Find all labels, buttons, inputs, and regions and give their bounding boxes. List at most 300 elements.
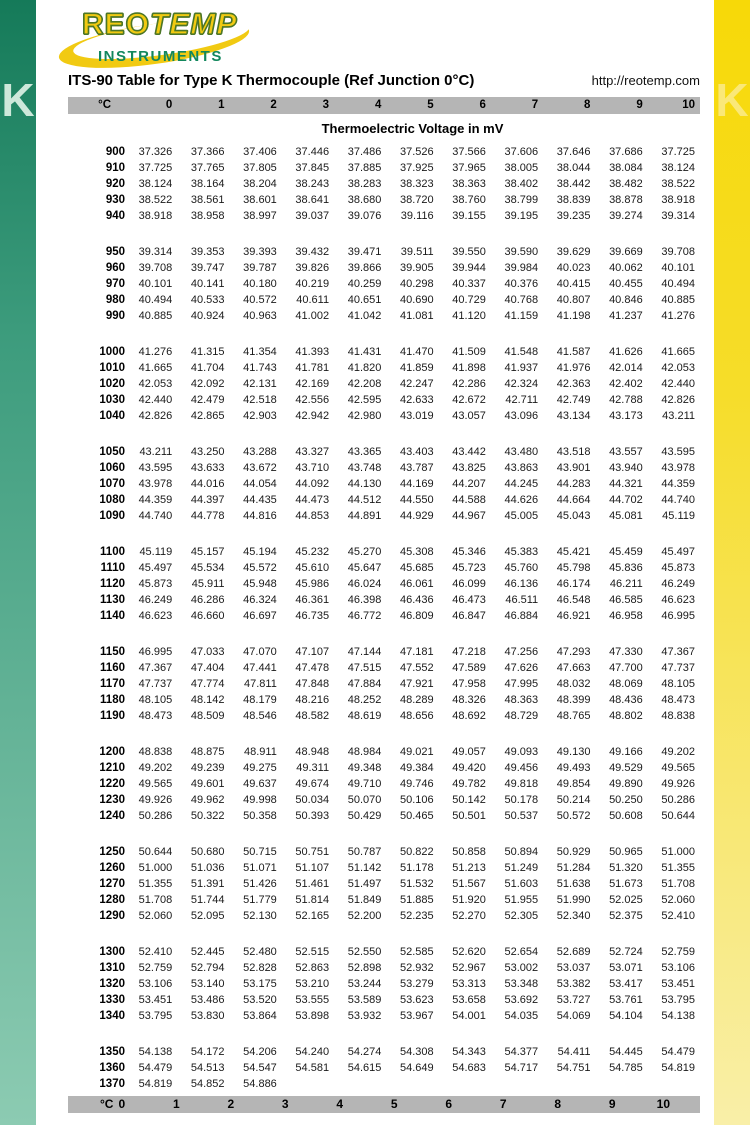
voltage-cell: 44.740 <box>661 494 695 506</box>
voltage-cell: 43.595 <box>661 446 695 458</box>
voltage-cell: 42.053 <box>661 362 695 374</box>
voltage-cell: 44.702 <box>609 494 643 506</box>
col-header: 5 <box>427 99 434 111</box>
voltage-cell: 41.859 <box>399 362 434 374</box>
voltage-cell: 42.556 <box>295 394 330 406</box>
voltage-cell: 52.480 <box>243 946 277 958</box>
voltage-cell: 54.751 <box>556 1062 591 1074</box>
voltage-cell: 54.308 <box>399 1046 434 1058</box>
voltage-cell: 45.572 <box>243 562 277 574</box>
table-row <box>68 608 700 624</box>
voltage-cell: 38.204 <box>243 178 277 190</box>
voltage-cell: 37.406 <box>243 146 277 158</box>
voltage-cell: 49.202 <box>138 762 173 774</box>
voltage-cell: 42.749 <box>556 394 591 406</box>
voltage-cell: 45.497 <box>661 546 695 558</box>
voltage-cell: 47.367 <box>661 646 695 658</box>
voltage-cell: 40.062 <box>609 262 643 274</box>
voltage-cell: 53.348 <box>504 978 539 990</box>
temperature-cell: 1020 <box>99 378 125 390</box>
table-row <box>68 844 700 860</box>
temperature-cell: 1280 <box>99 894 125 906</box>
row-group <box>68 244 700 324</box>
voltage-cell: 51.320 <box>609 862 643 874</box>
voltage-cell: 38.442 <box>556 178 591 190</box>
temperature-cell: 1290 <box>99 910 125 922</box>
voltage-cell: 38.601 <box>243 194 277 206</box>
voltage-cell: 42.363 <box>556 378 591 390</box>
voltage-cell: 49.565 <box>661 762 695 774</box>
table-row <box>68 476 700 492</box>
voltage-cell: 49.637 <box>243 778 277 790</box>
voltage-cell: 46.921 <box>556 610 591 622</box>
voltage-cell: 48.546 <box>243 710 277 722</box>
voltage-cell: 47.552 <box>399 662 434 674</box>
table-footer-bar <box>68 1096 700 1113</box>
voltage-cell: 47.774 <box>190 678 225 690</box>
voltage-cell: 41.431 <box>347 346 382 358</box>
voltage-cell: 51.708 <box>138 894 173 906</box>
voltage-cell: 46.249 <box>661 578 695 590</box>
voltage-cell: 42.826 <box>661 394 695 406</box>
table-row <box>68 276 700 292</box>
voltage-cell: 43.211 <box>139 446 173 458</box>
voltage-cell: 54.683 <box>452 1062 486 1074</box>
table-row <box>68 708 700 724</box>
voltage-cell: 51.532 <box>399 878 434 890</box>
voltage-cell: 45.081 <box>609 510 643 522</box>
voltage-cell: 50.929 <box>556 846 591 858</box>
voltage-cell: 50.429 <box>347 810 382 822</box>
voltage-cell: 48.252 <box>347 694 382 706</box>
voltage-cell: 50.822 <box>399 846 434 858</box>
voltage-cell: 53.727 <box>556 994 591 1006</box>
row-group <box>68 744 700 824</box>
voltage-cell: 43.327 <box>295 446 330 458</box>
voltage-cell: 46.099 <box>452 578 486 590</box>
voltage-cell: 51.920 <box>452 894 486 906</box>
voltage-cell: 53.071 <box>609 962 643 974</box>
voltage-cell: 45.986 <box>295 578 330 590</box>
voltage-cell: 51.000 <box>661 846 695 858</box>
voltage-cell: 44.321 <box>609 478 643 490</box>
voltage-cell: 37.686 <box>609 146 643 158</box>
voltage-cell: 45.119 <box>662 510 695 522</box>
voltage-cell: 48.105 <box>138 694 173 706</box>
row-group <box>68 444 700 524</box>
voltage-cell: 43.787 <box>399 462 434 474</box>
voltage-cell: 40.337 <box>452 278 486 290</box>
voltage-cell: 47.293 <box>556 646 591 658</box>
voltage-cell: 49.166 <box>609 746 643 758</box>
voltage-cell: 43.250 <box>190 446 225 458</box>
voltage-cell: 54.717 <box>504 1062 539 1074</box>
voltage-cell: 45.685 <box>399 562 434 574</box>
voltage-cell: 44.359 <box>661 478 695 490</box>
temperature-cell: 1080 <box>99 494 125 506</box>
voltage-cell: 40.219 <box>295 278 330 290</box>
voltage-cell: 54.479 <box>138 1062 173 1074</box>
voltage-cell: 37.845 <box>295 162 330 174</box>
voltage-cell: 51.814 <box>295 894 330 906</box>
thermocouple-table <box>68 97 700 1113</box>
voltage-cell: 37.765 <box>190 162 225 174</box>
voltage-cell: 43.365 <box>347 446 382 458</box>
voltage-cell: 51.142 <box>347 862 382 874</box>
table-row <box>68 1076 700 1092</box>
voltage-cell: 41.626 <box>609 346 643 358</box>
voltage-cell: 39.905 <box>399 262 434 274</box>
unit-header: °C <box>98 99 111 111</box>
voltage-cell: 38.363 <box>452 178 486 190</box>
voltage-cell: 54.411 <box>557 1046 591 1058</box>
voltage-cell: 48.838 <box>138 746 173 758</box>
footer-col-label: 5 <box>390 1097 398 1111</box>
table-row <box>68 860 700 876</box>
voltage-cell: 52.130 <box>243 910 277 922</box>
voltage-cell: 47.811 <box>243 678 277 690</box>
voltage-cell: 53.658 <box>452 994 486 1006</box>
voltage-cell: 40.963 <box>243 310 277 322</box>
voltage-cell: 37.606 <box>504 146 539 158</box>
table-row <box>68 508 700 524</box>
voltage-cell <box>543 1076 595 1092</box>
voltage-cell: 46.174 <box>556 578 591 590</box>
voltage-cell: 45.873 <box>138 578 173 590</box>
voltage-cell: 45.647 <box>347 562 382 574</box>
right-gradient-bar <box>714 0 750 1125</box>
temperature-cell: 1340 <box>99 1010 125 1022</box>
voltage-cell: 54.479 <box>661 1046 695 1058</box>
voltage-cell: 47.441 <box>243 662 277 674</box>
row-group <box>68 144 700 224</box>
voltage-cell: 48.948 <box>295 746 330 758</box>
voltage-cell: 38.680 <box>347 194 382 206</box>
voltage-cell: 54.138 <box>138 1046 173 1058</box>
voltage-cell <box>491 1076 543 1092</box>
voltage-cell: 38.124 <box>138 178 173 190</box>
voltage-cell: 45.270 <box>347 546 382 558</box>
row-group <box>68 644 700 724</box>
voltage-cell: 47.848 <box>295 678 330 690</box>
voltage-cell: 43.557 <box>609 446 643 458</box>
voltage-cell: 48.436 <box>609 694 643 706</box>
voltage-cell: 54.172 <box>190 1046 225 1058</box>
table-row <box>68 776 700 792</box>
voltage-cell: 46.286 <box>190 594 225 606</box>
footer-col-label: 2 <box>227 1097 235 1111</box>
voltage-cell: 46.995 <box>661 610 695 622</box>
voltage-cell: 42.518 <box>243 394 277 406</box>
logo-text-reo: REO <box>82 8 151 41</box>
temperature-cell: 1030 <box>99 394 125 406</box>
voltage-cell: 43.595 <box>138 462 173 474</box>
voltage-cell: 45.157 <box>190 546 225 558</box>
voltage-cell: 49.854 <box>556 778 591 790</box>
temperature-cell: 1150 <box>100 646 125 658</box>
table-row <box>68 244 700 260</box>
voltage-cell: 44.588 <box>452 494 486 506</box>
table-row <box>68 144 700 160</box>
voltage-cell: 42.788 <box>609 394 643 406</box>
temperature-cell: 1310 <box>99 962 125 974</box>
voltage-cell: 47.958 <box>452 678 486 690</box>
voltage-cell: 43.096 <box>504 410 539 422</box>
voltage-cell: 45.948 <box>243 578 277 590</box>
temperature-cell: 970 <box>105 278 125 290</box>
voltage-cell: 52.410 <box>138 946 173 958</box>
table-row <box>68 792 700 808</box>
table-row <box>68 892 700 908</box>
voltage-cell: 42.980 <box>347 410 382 422</box>
voltage-cell: 46.398 <box>347 594 382 606</box>
voltage-cell: 52.585 <box>399 946 434 958</box>
voltage-cell: 53.795 <box>661 994 695 1006</box>
footer-col-label: 10 <box>656 1097 670 1111</box>
voltage-cell: 38.760 <box>452 194 486 206</box>
voltage-cell: 47.700 <box>609 662 643 674</box>
voltage-cell: 46.995 <box>138 646 173 658</box>
voltage-cell: 50.501 <box>452 810 486 822</box>
voltage-cell: 38.283 <box>347 178 382 190</box>
voltage-cell <box>439 1076 491 1092</box>
voltage-cell: 44.473 <box>295 494 330 506</box>
voltage-cell: 43.057 <box>452 410 486 422</box>
voltage-cell: 41.587 <box>556 346 591 358</box>
voltage-cell: 53.037 <box>556 962 591 974</box>
voltage-cell: 40.101 <box>661 262 695 274</box>
logo-instruments-label: INSTRUMENTS <box>98 48 223 65</box>
temperature-cell: 1360 <box>99 1062 125 1074</box>
voltage-cell: 40.885 <box>138 310 173 322</box>
voltage-cell: 41.743 <box>243 362 277 374</box>
voltage-cell: 52.200 <box>347 910 382 922</box>
voltage-cell: 51.779 <box>243 894 277 906</box>
voltage-cell: 48.179 <box>243 694 277 706</box>
voltage-cell: 46.548 <box>556 594 591 606</box>
voltage-cell: 42.014 <box>609 362 643 374</box>
voltage-cell: 47.478 <box>295 662 330 674</box>
voltage-cell: 54.240 <box>295 1046 330 1058</box>
voltage-cell: 44.967 <box>452 510 486 522</box>
voltage-cell: 52.759 <box>138 962 173 974</box>
voltage-cell: 46.623 <box>138 610 173 622</box>
voltage-cell: 46.735 <box>295 610 330 622</box>
voltage-cell: 43.173 <box>609 410 643 422</box>
voltage-cell: 53.279 <box>399 978 434 990</box>
title-row <box>68 72 700 91</box>
voltage-cell: 40.376 <box>504 278 539 290</box>
voltage-cell: 43.710 <box>295 462 330 474</box>
temperature-cell: 1220 <box>99 778 125 790</box>
temperature-cell: 1160 <box>100 662 125 674</box>
voltage-cell: 52.340 <box>556 910 591 922</box>
voltage-cell: 52.060 <box>661 894 695 906</box>
voltage-cell: 47.404 <box>190 662 225 674</box>
table-subtitle: Thermoelectric Voltage in mV <box>321 121 504 136</box>
voltage-cell: 47.884 <box>347 678 382 690</box>
voltage-cell: 44.016 <box>190 478 225 490</box>
voltage-cell: 44.550 <box>399 494 434 506</box>
voltage-cell: 53.417 <box>609 978 643 990</box>
table-row <box>68 944 700 960</box>
voltage-cell: 47.033 <box>190 646 225 658</box>
voltage-cell: 51.638 <box>556 878 591 890</box>
col-header: 3 <box>322 99 330 111</box>
voltage-cell: 42.286 <box>452 378 486 390</box>
temperature-cell: 910 <box>105 162 125 174</box>
voltage-cell: 54.104 <box>609 1010 643 1022</box>
voltage-cell: 52.270 <box>452 910 486 922</box>
table-row <box>68 160 700 176</box>
voltage-cell: 49.601 <box>190 778 225 790</box>
voltage-cell: 45.534 <box>190 562 225 574</box>
voltage-cell: 51.284 <box>556 862 591 874</box>
voltage-cell: 48.802 <box>609 710 643 722</box>
table-row <box>68 692 700 708</box>
voltage-cell: 50.465 <box>399 810 434 822</box>
voltage-cell: 48.509 <box>190 710 225 722</box>
voltage-cell: 48.582 <box>295 710 330 722</box>
voltage-cell: 39.076 <box>347 210 382 222</box>
temperature-cell: 1060 <box>99 462 125 474</box>
voltage-cell: 44.397 <box>190 494 225 506</box>
voltage-cell: 52.305 <box>504 910 539 922</box>
voltage-cell: 49.239 <box>190 762 225 774</box>
voltage-cell: 41.393 <box>295 346 330 358</box>
voltage-cell: 51.000 <box>138 862 173 874</box>
voltage-cell: 51.990 <box>556 894 591 906</box>
voltage-cell: 41.898 <box>452 362 486 374</box>
voltage-cell: 44.740 <box>138 510 173 522</box>
voltage-cell: 45.346 <box>452 546 486 558</box>
voltage-cell: 39.669 <box>609 246 643 258</box>
voltage-cell: 45.383 <box>504 546 539 558</box>
table-row <box>68 560 700 576</box>
voltage-cell: 44.130 <box>347 478 382 490</box>
col-header: 2 <box>270 99 277 111</box>
voltage-cell: 38.243 <box>295 178 330 190</box>
table-row <box>68 808 700 824</box>
voltage-cell: 41.976 <box>556 362 591 374</box>
voltage-cell: 42.053 <box>138 378 173 390</box>
voltage-cell: 42.865 <box>190 410 225 422</box>
voltage-cell: 38.918 <box>661 194 695 206</box>
footer-col-label: 6 <box>445 1097 453 1111</box>
voltage-cell: 46.436 <box>399 594 434 606</box>
row-group <box>68 1044 700 1092</box>
voltage-cell: 53.175 <box>243 978 277 990</box>
voltage-cell: 42.131 <box>243 378 277 390</box>
voltage-cell: 38.164 <box>190 178 225 190</box>
temperature-cell: 950 <box>105 246 125 258</box>
table-row <box>68 308 700 324</box>
voltage-cell: 39.747 <box>190 262 225 274</box>
temperature-cell: 980 <box>105 294 125 306</box>
voltage-cell: 49.493 <box>556 762 591 774</box>
voltage-cell: 49.130 <box>556 746 591 758</box>
voltage-cell: 53.140 <box>190 978 225 990</box>
voltage-cell: 47.218 <box>452 646 486 658</box>
voltage-cell: 38.005 <box>504 162 539 174</box>
voltage-cell: 53.244 <box>347 978 382 990</box>
voltage-cell: 38.839 <box>556 194 591 206</box>
table-row <box>68 1044 700 1060</box>
voltage-cell: 47.663 <box>556 662 591 674</box>
voltage-cell: 47.181 <box>399 646 434 658</box>
voltage-cell: 51.355 <box>661 862 695 874</box>
voltage-cell: 39.195 <box>504 210 539 222</box>
table-row <box>68 544 700 560</box>
voltage-cell: 38.561 <box>190 194 225 206</box>
voltage-cell: 50.751 <box>295 846 330 858</box>
voltage-cell: 38.720 <box>399 194 434 206</box>
voltage-cell: 54.274 <box>347 1046 382 1058</box>
voltage-cell: 37.646 <box>556 146 591 158</box>
voltage-cell: 40.690 <box>399 294 434 306</box>
voltage-cell: 39.866 <box>347 262 382 274</box>
voltage-cell: 41.665 <box>138 362 173 374</box>
voltage-cell: 43.288 <box>243 446 277 458</box>
voltage-cell: 51.567 <box>452 878 486 890</box>
voltage-cell: 41.198 <box>556 310 591 322</box>
voltage-cell: 43.863 <box>504 462 539 474</box>
table-row <box>68 744 700 760</box>
voltage-cell: 49.348 <box>347 762 382 774</box>
voltage-cell: 50.858 <box>452 846 486 858</box>
voltage-cell: 43.134 <box>556 410 591 422</box>
voltage-cell: 45.308 <box>399 546 434 558</box>
voltage-cell: 50.214 <box>556 794 591 806</box>
voltage-cell: 53.451 <box>138 994 173 1006</box>
temperature-cell: 1230 <box>99 794 125 806</box>
voltage-cell: 50.358 <box>243 810 277 822</box>
voltage-cell: 44.359 <box>138 494 173 506</box>
voltage-cell: 54.513 <box>190 1062 225 1074</box>
voltage-cell: 47.589 <box>452 662 486 674</box>
voltage-cell: 43.901 <box>556 462 591 474</box>
table-row <box>68 660 700 676</box>
voltage-cell: 41.781 <box>295 362 330 374</box>
voltage-cell: 49.275 <box>243 762 277 774</box>
voltage-cell: 39.155 <box>452 210 486 222</box>
voltage-cell: 53.795 <box>138 1010 173 1022</box>
voltage-cell: 40.924 <box>190 310 225 322</box>
voltage-cell: 52.794 <box>190 962 225 974</box>
voltage-cell: 46.024 <box>347 578 382 590</box>
voltage-cell: 49.384 <box>399 762 434 774</box>
voltage-cell: 51.849 <box>347 894 382 906</box>
voltage-cell: 48.984 <box>347 746 382 758</box>
voltage-cell: 50.537 <box>504 810 539 822</box>
voltage-cell: 51.107 <box>295 862 330 874</box>
voltage-cell: 42.440 <box>138 394 173 406</box>
voltage-cell: 52.515 <box>295 946 330 958</box>
voltage-cell: 42.208 <box>347 378 382 390</box>
temperature-cell: 1250 <box>99 846 125 858</box>
table-row <box>68 644 700 660</box>
voltage-cell: 53.382 <box>556 978 591 990</box>
voltage-cell: 46.361 <box>295 594 330 606</box>
voltage-cell: 39.708 <box>661 246 695 258</box>
voltage-cell: 45.911 <box>191 578 225 590</box>
voltage-cell: 51.744 <box>190 894 225 906</box>
voltage-cell: 42.903 <box>243 410 277 422</box>
footer-col-label: 3 <box>281 1097 289 1111</box>
voltage-cell: 53.555 <box>295 994 330 1006</box>
voltage-cell: 48.105 <box>661 678 695 690</box>
voltage-cell: 38.799 <box>504 194 539 206</box>
